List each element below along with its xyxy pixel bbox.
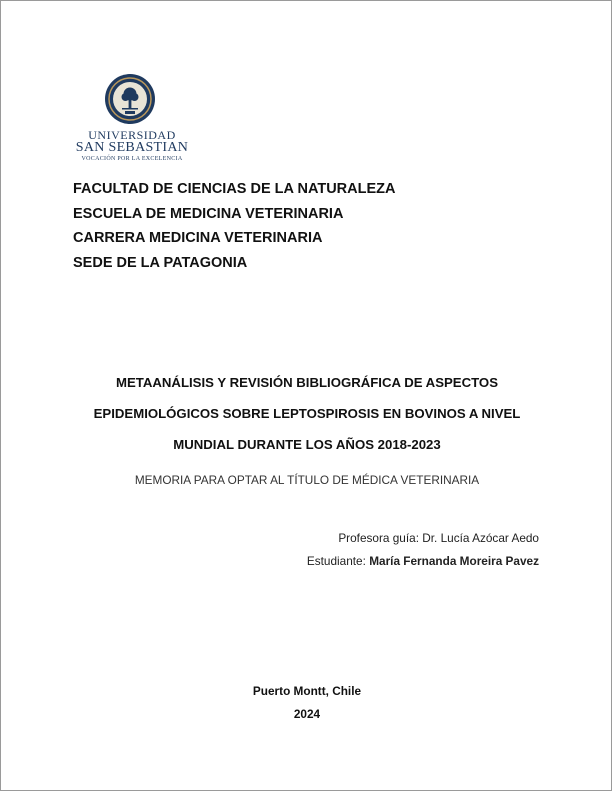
- thesis-subtitle: MEMORIA PARA OPTAR AL TÍTULO DE MÉDICA VETERINARIA: [134, 473, 480, 487]
- advisor-label: Profesora guía:: [338, 531, 423, 545]
- place-year: 2024: [293, 707, 321, 721]
- student-credit: [307, 554, 539, 568]
- student-name: María Fernanda Moreira Pavez: [369, 554, 539, 568]
- faculty-name: FACULTAD DE CIENCIAS DE LA NATURALEZA: [73, 181, 396, 197]
- faculty-block: [73, 177, 395, 275]
- thesis-title: [73, 367, 541, 460]
- campus-name: SEDE DE LA PATAGONIA: [73, 254, 248, 271]
- place-city: Puerto Montt, Chile: [252, 684, 362, 698]
- logo-tagline: VOCACIÓN POR LA EXCELENCIA: [81, 156, 183, 162]
- university-logo: [73, 73, 191, 165]
- school-name: ESCUELA DE MEDICINA VETERINARIA: [73, 205, 344, 222]
- thesis-title-line: METAANÁLISIS Y REVISIÓN BIBLIOGRÁFICA DE ASPECTOS: [116, 375, 498, 390]
- thesis-title-line: EPIDEMIOLÓGICOS SOBRE LEPTOSPIROSIS EN BOVINOS A NIVEL: [93, 406, 521, 421]
- thesis-title-line: MUNDIAL DURANTE LOS AÑOS 2018-2023: [173, 437, 441, 452]
- university-seal-icon: [104, 73, 156, 125]
- career-name: CARRERA MEDICINA VETERINARIA: [73, 230, 323, 246]
- advisor-credit: [338, 531, 539, 545]
- advisor-name: Dr. Lucía Azócar Aedo: [422, 531, 539, 545]
- logo-university-word: UNIVERSIDAD: [88, 128, 176, 142]
- logo-university-name: SAN SEBASTIAN: [75, 140, 189, 155]
- student-label: Estudiante:: [306, 554, 370, 568]
